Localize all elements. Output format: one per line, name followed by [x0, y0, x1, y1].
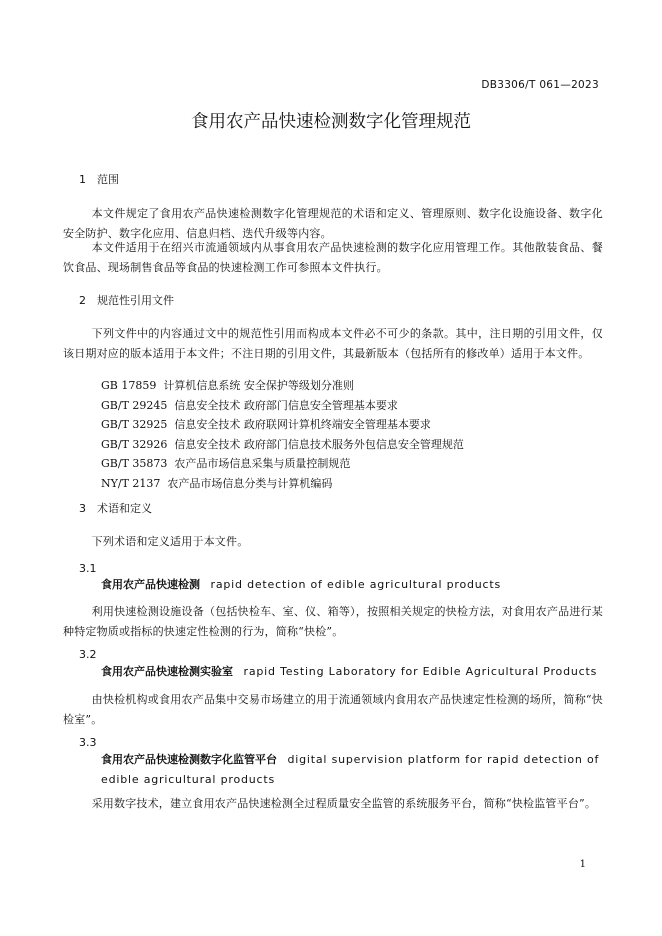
reference-item: NY/T 2137 农产品市场信息分类与计算机编码 — [101, 476, 333, 490]
section-number: 2 — [79, 294, 86, 307]
reference-item: GB/T 35873 农产品市场信息采集与质量控制规范 — [101, 457, 351, 470]
normative-references-list — [101, 376, 464, 493]
term-english: rapid Testing Laboratory for Edible Agricultural Products — [243, 665, 598, 678]
term-chinese: 食用农产品快速检测实验室 — [101, 665, 233, 678]
reference-item: GB/T 29245 信息安全技术 政府部门信息安全管理基本要求 — [101, 398, 398, 412]
clause-number: 3.2 — [79, 648, 97, 661]
term-english: rapid detection of edible agricultural products — [210, 578, 502, 591]
section-number: 3 — [79, 502, 86, 515]
term-definition: 利用快速检测设施设备（包括快检车、室、仪、箱等），按照相关规定的快检方法，对食用农产品进行某种特定物质或指标的快速定性检测的行为，简称“快检”。 — [63, 605, 603, 638]
section-2-paragraph: 下列文件中的内容通过文中的规范性引用而构成本文件必不可少的条款。其中，注日期的引用文件，仅该日期对应的版本适用于本文件；不注日期的引用文件，其最新版本（包括所有的修改单）适用于本文件。 — [63, 327, 603, 360]
section-2-heading — [79, 292, 174, 308]
page-title: 食用农产品快速检测数字化管理规范 — [191, 112, 471, 132]
term-heading — [101, 575, 601, 595]
section-3-intro: 下列术语和定义适用于本文件。 — [91, 535, 249, 548]
term-definition: 由快检机构或食用农产品集中交易市场建立的用于流通领域内食用农产品快速定性检测的场所，简称“快检室”。 — [63, 693, 603, 726]
section-title: 规范性引用文件 — [97, 294, 174, 307]
section-3-heading — [79, 500, 152, 516]
term-english: digital supervision platform for rapid detection of edible agricultural products — [101, 753, 600, 786]
term-heading — [101, 662, 601, 682]
document-code: DB3306/T 061—2023 — [481, 79, 599, 91]
page-number: 1 — [579, 859, 586, 870]
reference-item: GB/T 32926 信息安全技术 政府部门信息技术服务外包信息安全管理规范 — [101, 437, 464, 451]
term-chinese: 食用农产品快速检测数字化监管平台 — [101, 753, 277, 766]
section-1-paragraph-1: 本文件规定了食用农产品快速检测数字化管理规范的术语和定义、管理原则、数字化设施设备、数字化安全防护、数字化应用、信息归档、迭代升级等内容。 — [63, 207, 603, 240]
reference-item: GB 17859 计算机信息系统 安全保护等级划分准则 — [101, 379, 354, 392]
reference-item: GB/T 32925 信息安全技术 政府联网计算机终端安全管理基本要求 — [101, 418, 431, 431]
section-title: 术语和定义 — [97, 502, 152, 515]
term-definition: 采用数字技术，建立食用农产品快速检测全过程质量安全监管的系统服务平台，简称“快检监管平台”。 — [91, 797, 597, 810]
clause-number: 3.3 — [79, 736, 97, 749]
section-title: 范围 — [97, 173, 119, 186]
term-chinese: 食用农产品快速检测 — [101, 578, 200, 591]
term-heading — [101, 750, 601, 790]
section-1-paragraph-2: 本文件适用于在绍兴市流通领域内从事食用农产品快速检测的数字化应用管理工作。其他散装食品、餐饮食品、现场制售食品等食品的快速检测工作可参照本文件执行。 — [63, 241, 603, 274]
section-number: 1 — [79, 173, 86, 186]
clause-number: 3.1 — [79, 562, 97, 575]
section-1-heading — [79, 171, 119, 187]
